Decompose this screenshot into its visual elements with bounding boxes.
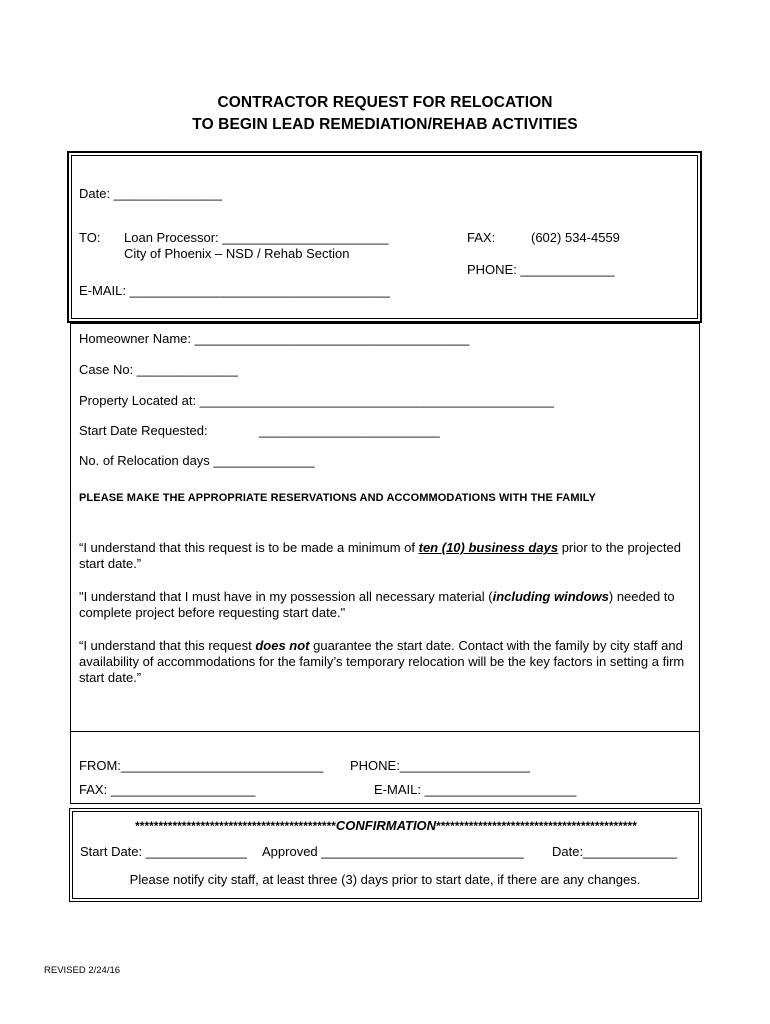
reservations-notice: PLEASE MAKE THE APPROPRIATE RESERVATIONS AND ACCOMMODATIONS WITH THE FAMILY [79, 492, 596, 504]
contractor-fax-field[interactable]: FAX: ____________________ [79, 782, 256, 797]
section-divider [70, 731, 700, 732]
does-not-emphasis: does not [255, 638, 310, 653]
fax-label: FAX: [467, 230, 496, 245]
fax-number: (602) 534-4559 [531, 230, 620, 245]
email-field[interactable]: E-MAIL: ____________________________________ [79, 283, 390, 298]
form-title-line-1: CONTRACTOR REQUEST FOR RELOCATION [217, 94, 553, 111]
materials-statement: "I understand that I must have in my possession all necessary material (including windows) needed to complete project before requesting start date." [79, 589, 675, 620]
business-days-statement: “I understand that this request is to be made a minimum of ten (10) business days prior to the projected start date.” [79, 540, 681, 571]
revision-date: REVISED 2/24/16 [44, 965, 121, 976]
no-guarantee-statement: “I understand that this request does not guarantee the start date. Contact with the family by city staff and availability of accommodations for the family’s temporary relocation will be the key factors in setting a firm start date.” [79, 638, 685, 685]
including-windows-emphasis: including windows [492, 589, 609, 604]
start-date-requested-field[interactable]: _________________________ [259, 423, 440, 438]
confirmation-heading: *******************************************CONFIRMATION******************************************* [135, 818, 637, 833]
confirmation-start-date-field[interactable]: Start Date: ______________ [80, 844, 247, 859]
confirmation-date-field[interactable]: Date:_____________ [552, 844, 678, 859]
phone-field[interactable]: PHONE: _____________ [467, 262, 615, 277]
case-number-field[interactable]: Case No: ______________ [79, 362, 239, 377]
contractor-phone-field[interactable]: PHONE:__________________ [350, 758, 530, 773]
homeowner-name-field[interactable]: Homeowner Name: ______________________________________ [79, 331, 470, 346]
from-field[interactable]: FROM:____________________________ [79, 758, 324, 773]
property-address-field[interactable]: Property Located at: _________________________________________________ [79, 393, 554, 408]
relocation-days-field[interactable]: No. of Relocation days ______________ [79, 453, 315, 468]
contractor-email-field[interactable]: E-MAIL: _____________________ [374, 782, 577, 797]
city-section-text: City of Phoenix – NSD / Rehab Section [124, 246, 350, 261]
notify-staff-note: Please notify city staff, at least three (3) days prior to start date, if there are any changes. [129, 872, 641, 887]
business-days-emphasis: ten (10) business days [418, 540, 559, 555]
start-date-requested-label: Start Date Requested: [79, 423, 208, 438]
loan-processor-field[interactable]: Loan Processor: _______________________ [124, 230, 389, 245]
approved-field[interactable]: Approved ____________________________ [262, 844, 524, 859]
form-title-line-2: TO BEGIN LEAD REMEDIATION/REHAB ACTIVITIES [192, 116, 578, 133]
date-field[interactable]: Date: _______________ [79, 186, 223, 201]
to-label: TO: [79, 230, 101, 245]
